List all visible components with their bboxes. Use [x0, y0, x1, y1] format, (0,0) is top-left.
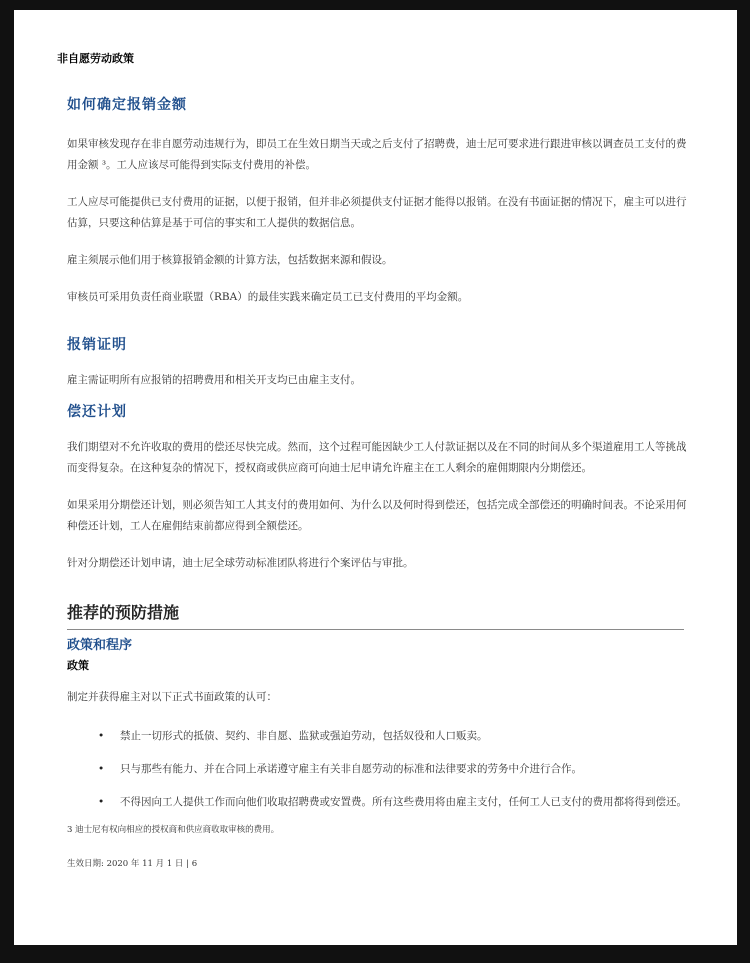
list-item-text: 不得因向工人提供工作而向他们收取招聘费或安置费。所有这些费用将由雇主支付，任何工人已支付的费用都将得到偿还。: [120, 796, 687, 808]
paragraph: 雇主需证明所有应报销的招聘费用和相关开支均已由雇主支付。: [67, 374, 361, 386]
paragraph: 针对分期偿还计划申请，迪士尼全球劳动标准团队将进行个案评估与审批。: [67, 557, 414, 569]
list-item-text: 禁止一切形式的抵债、契约、非自愿、监狱或强迫劳动，包括奴役和人口贩卖。: [120, 730, 488, 742]
subheading-policies-procedures: 政策和程序: [67, 638, 133, 653]
paragraph: 我们期望对不允许收取的费用的偿还尽快完成。然而，这个过程可能因缺少工人付款证据以及在不同的时间从多个渠道雇用工人等挑战而变得复杂。在这种复杂的情况下，授权商或供应商可向迪士尼申请允许雇主在工人剩余的雇佣期限内分期偿还。: [67, 441, 687, 474]
bullet-icon: •: [98, 763, 105, 775]
paragraph: 雇主须展示他们用于核算报销金额的计算方法，包括数据来源和假设。: [67, 254, 393, 266]
section-heading-reimbursement-proof: 报销证明: [67, 337, 127, 353]
section-heading-prevention: 推荐的预防措施: [67, 603, 180, 622]
bullet-icon: •: [98, 730, 105, 742]
section-heading-repayment-plan: 偿还计划: [67, 404, 127, 420]
document-header-title: 非自愿劳动政策: [57, 52, 134, 65]
list-item: [67, 792, 687, 813]
policy-intro: 制定并获得雇主对以下正式书面政策的认可：: [67, 691, 277, 703]
minor-heading-policy: 政策: [67, 659, 89, 672]
paragraph: 审核员可采用负责任商业联盟（RBA）的最佳实践来确定员工已支付费用的平均金额。: [67, 291, 469, 303]
bullet-icon: •: [98, 796, 105, 808]
paragraph: 如果采用分期偿还计划，则必须告知工人其支付的费用如何、为什么以及何时得到偿还，包括完成全部偿还的明确时间表。不论采用何种偿还计划，工人在雇佣结束前都应得到全额偿还。: [67, 499, 687, 532]
document-page: [14, 10, 737, 945]
paragraph: 如果审核发现存在非自愿劳动违规行为，即员工在生效日期当天或之后支付了招聘费，迪士尼可要求进行跟进审核以调查员工支付的费用金额 ³。工人应该尽可能得到实际支付费用的补偿。: [67, 138, 687, 171]
section-divider: [67, 600, 684, 630]
policy-list: [67, 726, 687, 813]
paragraph: 工人应尽可能提供已支付费用的证据，以便于报销，但并非必须提供支付证据才能得以报销。在没有书面证据的情况下，雇主可以进行估算，只要这种估算是基于可信的事实和工人提供的数据信息。: [67, 196, 687, 229]
list-item: [67, 726, 687, 747]
footnote: 3 迪士尼有权向相应的授权商和供应商收取审核的费用。: [67, 825, 280, 835]
section-heading-reimbursement-amount: 如何确定报销金额: [67, 97, 187, 113]
list-item: [67, 759, 687, 780]
list-item-text: 只与那些有能力、并在合同上承诺遵守雇主有关非自愿劳动的标准和法律要求的劳务中介进行合作。: [120, 763, 582, 775]
document-body: [67, 90, 687, 869]
page-footer: 生效日期: 2020 年 11 月 1 日 | 6: [67, 859, 198, 869]
